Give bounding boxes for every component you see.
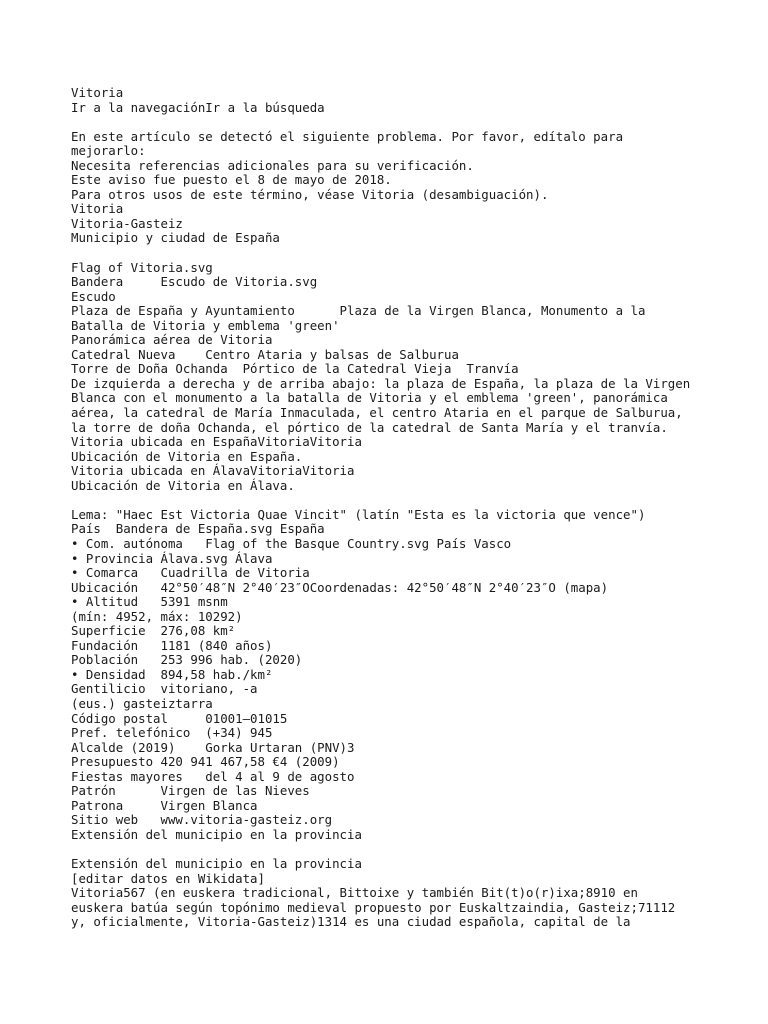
text-line: Catedral Nueva Centro Ataria y balsas de Salburua <box>71 346 459 362</box>
text-line: Ubicación de Vitoria en España. <box>71 448 303 464</box>
text-line: Vitoria <box>71 85 124 100</box>
blank-line <box>71 493 731 508</box>
text-line: Superficie 276,08 km² <box>71 623 236 639</box>
text-line: aérea, la catedral de María Inmaculada, el centro Ataria en el parque de Salburua, <box>71 405 683 421</box>
text-line: Pref. telefónico (+34) 945 <box>71 725 273 741</box>
text-line: Plaza de España y Ayuntamiento Plaza de la Virgen Blanca, Monumento a la <box>71 303 646 319</box>
text-line: De izquierda a derecha y de arriba abajo: la plaza de España, la plaza de la Virgen <box>71 375 691 391</box>
text-line: Gentilicio vitoriano, -a <box>71 681 258 697</box>
text-line: Torre de Doña Ochanda Pórtico de la Catedral Vieja Tranvía <box>71 361 519 377</box>
text-line: Necesita referencias adicionales para su verificación. <box>71 157 474 173</box>
document-body <box>71 86 731 930</box>
text-line: • Altitud 5391 msnm <box>71 594 228 610</box>
text-line: Vitoria567 (en euskera tradicional, Bittoixe y también Bit(t)o(r)ixa;8910 en <box>71 885 638 901</box>
text-line: • Densidad 894,58 hab./km² <box>71 666 273 682</box>
text-line: Este aviso fue puesto el 8 de mayo de 2018. <box>71 172 392 188</box>
text-line: Vitoria <box>71 201 124 217</box>
text-line: Código postal 01001–01015 <box>71 710 288 726</box>
blank-line <box>71 842 731 857</box>
text-line: [editar datos en Wikidata] <box>71 870 265 886</box>
text-line: Lema: "Haec Est Victoria Quae Vincit" (latín "Esta es la victoria que vence") <box>71 506 646 522</box>
text-line: Sitio web www.vitoria-gasteiz.org <box>71 812 333 828</box>
text-line: Ubicación de Vitoria en Álava. <box>71 477 295 493</box>
text-line: Población 253 996 hab. (2020) <box>71 652 303 668</box>
text-line: País Bandera de España.svg España <box>71 521 325 537</box>
text-line: Alcalde (2019) Gorka Urtaran (PNV)3 <box>71 739 355 755</box>
text-line: euskera batúa según topónimo medieval propuesto por Euskaltzaindia, Gasteiz;71112 <box>71 899 676 915</box>
text-line: Bandera Escudo de Vitoria.svg <box>71 274 318 290</box>
blank-line <box>71 246 731 261</box>
text-line: Ir a la navegaciónIr a la búsqueda <box>71 99 325 115</box>
text-line: • Comarca Cuadrilla de Vitoria <box>71 565 310 581</box>
blank-line <box>71 115 731 130</box>
text-line: Para otros usos de este término, véase Vitoria (desambiguación). <box>71 186 549 202</box>
text-line: Ubicación 42°50′48″N 2°40′23″OCoordenadas: 42°50′48″N 2°40′23″O (mapa) <box>71 579 609 595</box>
text-line: Escudo <box>71 288 116 304</box>
text-line: Vitoria ubicada en ÁlavaVitoriaVitoria <box>71 463 355 479</box>
text-line: Fiestas mayores del 4 al 9 de agosto <box>71 768 355 784</box>
text-line: (eus.) gasteiztarra <box>71 695 213 711</box>
text-line: Patrona Virgen Blanca <box>71 797 258 813</box>
text-line: • Provincia Álava.svg Álava <box>71 550 273 566</box>
text-line: Batalla de Vitoria y emblema 'green' <box>71 317 340 333</box>
text-line: y, oficialmente, Vitoria-Gasteiz)1314 es una ciudad española, capital de la <box>71 914 631 930</box>
text-line: Extensión del municipio en la provincia <box>71 855 362 871</box>
text-line: Vitoria-Gasteiz <box>71 215 183 231</box>
text-line: Panorámica aérea de Vitoria <box>71 332 273 348</box>
text-line: • Com. autónoma Flag of the Basque Country.svg País Vasco <box>71 535 512 551</box>
text-line: mejorarlo: <box>71 143 146 159</box>
text-line: Vitoria ubicada en EspañaVitoriaVitoria <box>71 434 362 450</box>
text-line: (mín: 4952, máx: 10292) <box>71 608 243 624</box>
text-line: la torre de doña Ochanda, el pórtico de la catedral de Santa María y el tranvía. <box>71 419 668 435</box>
text-line: Flag of Vitoria.svg <box>71 259 213 275</box>
text-line: Blanca con el monumento a la batalla de Vitoria y el emblema 'green', panorámica <box>71 390 668 406</box>
text-line: Extensión del municipio en la provincia <box>71 826 362 842</box>
text-line: Presupuesto 420 941 467,58 €4 (2009) <box>71 754 340 770</box>
text-line: Fundación 1181 (840 años) <box>71 637 273 653</box>
text-line: Patrón Virgen de las Nieves <box>71 783 310 799</box>
text-line: En este artículo se detectó el siguiente problema. Por favor, edítalo para <box>71 128 624 144</box>
text-line: Municipio y ciudad de España <box>71 230 280 246</box>
